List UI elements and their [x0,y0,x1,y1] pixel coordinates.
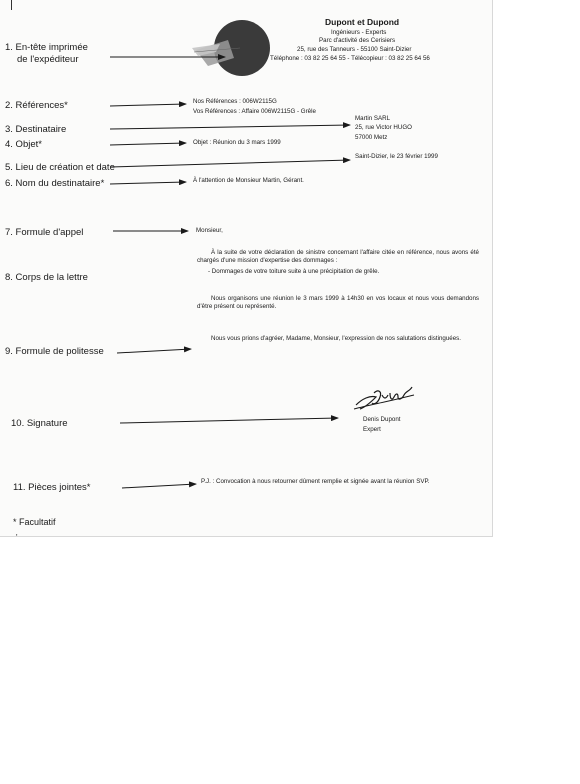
attachment-line: P.J. : Convocation à nous retourner dûment remplie et signée avant la réunion SVP. [201,478,430,485]
your-reference: Vos Références : Affaire 006W2115G - Grêle [193,108,316,115]
footnote: * Facultatif [13,517,56,527]
body-damage-line: - Dommages de votre toiture suite à une précipitation de grêle. [208,268,380,275]
letter-object: Objet : Réunion du 3 mars 1999 [193,139,281,146]
place-date: Saint-Dizier, le 23 février 1999 [355,153,438,160]
our-reference: Nos Références : 006W2115G [193,98,277,105]
label-5: 5. Lieu de création et date [5,162,115,173]
label-3: 3. Destinataire [5,124,67,135]
signer-title: Expert [363,426,381,433]
signer-name: Denis Dupont [363,416,401,423]
label-4: 4. Objet* [5,139,42,150]
recipient-line-2: 25, rue Victor HUGO [355,124,412,131]
label-6: 6. Nom du destinataire* [5,178,105,189]
sender-line-1: Ingénieurs - Experts [331,29,387,36]
body-paragraph-1: À la suite de votre déclaration de sinistre concernant l'affaire citée en référence, nous avons été chargés d'une mission d'expertise des dommages : [197,249,479,265]
recipient-line-1: Martin SARL [355,115,391,122]
label-1b: de l'expéditeur [17,54,79,65]
sender-line-4: Téléphone : 03 82 25 64 55 - Télécopieur : 03 82 25 64 56 [270,55,430,62]
sender-company: Dupont et Dupond [325,17,400,27]
handwritten-signature-icon [352,381,418,413]
arrow-10 [120,418,338,423]
arrow-6 [110,182,186,184]
attention-line: À l'attention de Monsieur Martin, Gérant. [193,177,304,184]
arrow-2 [110,104,186,106]
body-paragraph-2: Nous organisons une réunion le 3 mars 1999 à 14h30 en vos locaux et nous vous demandons d'être présent ou représenté. [197,295,479,311]
label-10: 10. Signature [11,418,68,429]
arrow-11 [122,484,196,488]
sender-line-2: Parc d'activité des Cerisiers [319,37,396,44]
bottom-tick: ' [16,533,18,542]
label-2: 2. Références* [5,100,68,111]
arrow-4 [110,143,186,145]
label-9: 9. Formule de politesse [5,346,104,357]
closing-formula: Nous vous prions d'agréer, Madame, Monsieur, l'expression de nos salutations distinguées. [211,335,462,342]
arrow-9 [117,349,191,353]
label-11: 11. Pièces jointes* [13,482,91,493]
label-7: 7. Formule d'appel [5,227,84,238]
label-8: 8. Corps de la lettre [5,272,88,283]
salutation: Monsieur, [196,227,223,234]
sender-line-3: 25, rue des Tanneurs - 55100 Saint-Dizier [297,46,412,53]
label-1a: 1. En-tête imprimée [5,42,88,53]
arrow-5 [110,160,350,167]
arrow-3 [110,125,350,129]
recipient-line-3: 57000 Metz [355,134,388,141]
